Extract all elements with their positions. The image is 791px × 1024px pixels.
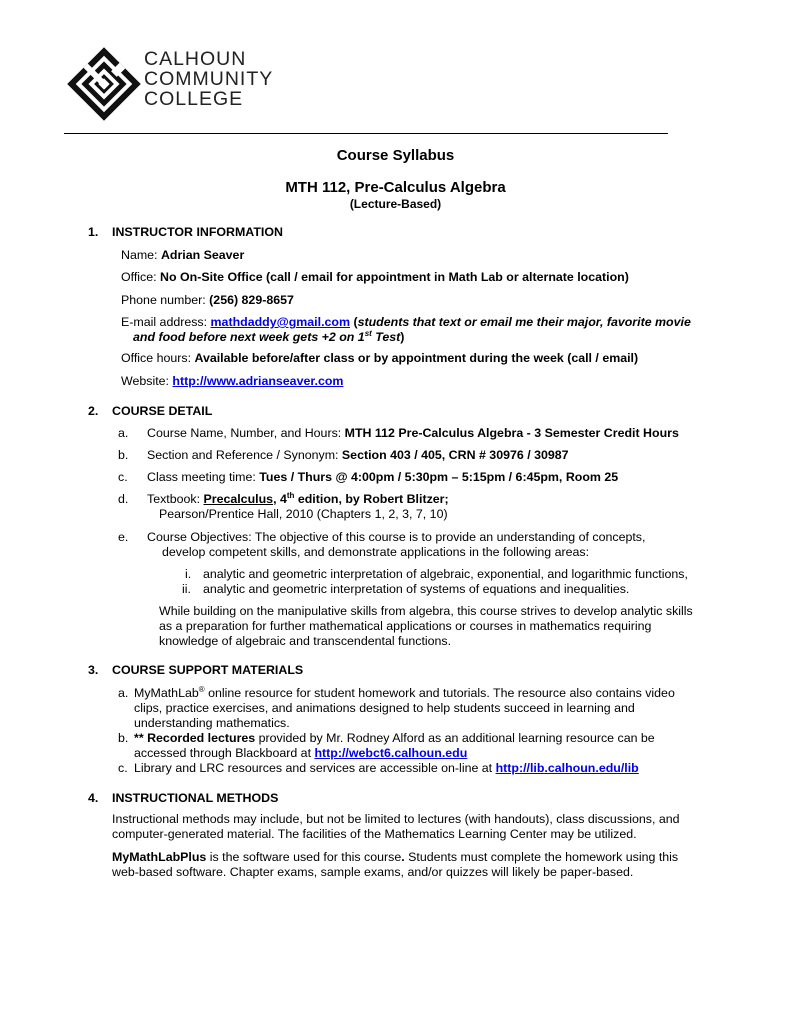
software-paragraph-line-1: MyMathLabPlus is the software used for this course. Students must complete the homework using this bbox=[112, 850, 679, 864]
calhoun-logo-mark-icon bbox=[64, 44, 144, 124]
section-2-number: 2. bbox=[88, 404, 99, 418]
methods-paragraph-line-2: computer-generated material. The facilities of the Mathematics Learning Center may be utilized. bbox=[112, 827, 637, 841]
objective-ii: analytic and geometric interpretation of systems of equations and inequalities. bbox=[203, 582, 630, 596]
objective-i: analytic and geometric interpretation of algebraic, exponential, and logarithmic functions, bbox=[203, 567, 688, 581]
library-resources: Library and LRC resources and services are accessible on-line at http://lib.calhoun.edu/lib bbox=[134, 761, 639, 775]
email-link[interactable]: mathdaddy@gmail.com bbox=[210, 315, 350, 329]
support-marker-b: b. bbox=[118, 731, 129, 745]
website-link[interactable]: http://www.adrianseaver.com bbox=[172, 374, 344, 388]
logo-line-2: COMMUNITY bbox=[144, 68, 274, 90]
support-marker-a: a. bbox=[118, 686, 129, 700]
course-subtitle: (Lecture-Based) bbox=[349, 197, 442, 211]
objectives-paragraph-line-2: as a preparation for further mathematical applications or courses in mathematics requiring bbox=[159, 619, 652, 633]
section-2-heading: COURSE DETAIL bbox=[112, 404, 213, 418]
blackboard-link[interactable]: http://webct6.calhoun.edu bbox=[314, 746, 468, 760]
instructor-office: Office: No On-Site Office (call / email for appointment in Math Lab or alternate location) bbox=[121, 270, 629, 284]
textbook-publisher: Pearson/Prentice Hall, 2010 (Chapters 1, 2, 3, 7, 10) bbox=[159, 507, 448, 521]
instructor-phone: Phone number: (256) 829-8657 bbox=[121, 293, 294, 307]
software-paragraph-line-2: web-based software. Chapter exams, sample exams, and/or quizzes will likely be paper-based. bbox=[112, 865, 634, 879]
instructor-website: Website: http://www.adrianseaver.com bbox=[121, 374, 344, 388]
section-reference: Section and Reference / Synonym: Section 403 / 405, CRN # 30976 / 30987 bbox=[147, 448, 569, 462]
instructor-email: E-mail address: mathdaddy@gmail.com (students that text or email me their major, favorite movie bbox=[121, 315, 691, 329]
support-marker-c: c. bbox=[118, 761, 128, 775]
office-hours: Office hours: Available before/after class or by appointment during the week (call / email) bbox=[121, 351, 639, 365]
section-1-number: 1. bbox=[88, 225, 99, 239]
course-name-hours: Course Name, Number, and Hours: MTH 112 Pre-Calculus Algebra - 3 Semester Credit Hours bbox=[147, 426, 679, 440]
textbook: Textbook: Precalculus, 4th edition, by Robert Blitzer; bbox=[147, 490, 449, 506]
list-marker-d: d. bbox=[118, 492, 129, 506]
header-divider bbox=[64, 133, 668, 134]
section-3-heading: COURSE SUPPORT MATERIALS bbox=[112, 663, 304, 677]
mymathlab-line-1: MyMathLab® online resource for student homework and tutorials. The resource also contains video bbox=[134, 684, 675, 700]
list-marker-a: a. bbox=[118, 426, 129, 440]
list-marker-c: c. bbox=[118, 470, 128, 484]
list-marker-b: b. bbox=[118, 448, 129, 462]
objectives-paragraph-line-3: knowledge of algebraic and transcendental functions. bbox=[159, 634, 452, 648]
roman-marker-ii: ii. bbox=[182, 582, 191, 596]
methods-paragraph-line-1: Instructional methods may include, but not be limited to lectures (with handouts), class discussions, and bbox=[112, 812, 680, 826]
mymathlab-line-3: understanding mathematics. bbox=[134, 716, 290, 730]
section-1-heading: INSTRUCTOR INFORMATION bbox=[112, 225, 283, 239]
logo-line-3: COLLEGE bbox=[144, 88, 244, 110]
library-link[interactable]: http://lib.calhoun.edu/lib bbox=[495, 761, 639, 775]
section-4-heading: INSTRUCTIONAL METHODS bbox=[112, 791, 279, 805]
college-logo bbox=[64, 44, 324, 124]
course-title: MTH 112, Pre-Calculus Algebra bbox=[285, 179, 506, 196]
mymathlab-line-2: clips, practice exercises, and animations designed to help students succeed in learning and bbox=[134, 701, 635, 715]
class-meeting-time: Class meeting time: Tues / Thurs @ 4:00pm / 5:30pm – 5:15pm / 6:45pm, Room 25 bbox=[147, 470, 619, 484]
objectives-paragraph-line-1: While building on the manipulative skills from algebra, this course strives to develop analytic skills bbox=[159, 604, 693, 618]
section-3-number: 3. bbox=[88, 663, 99, 677]
course-objectives-line-1: Course Objectives: The objective of this course is to provide an understanding of concepts, bbox=[147, 530, 646, 544]
section-4-number: 4. bbox=[88, 791, 99, 805]
page-title: Course Syllabus bbox=[336, 147, 455, 164]
logo-line-1: CALHOUN bbox=[144, 48, 247, 70]
email-note-line-2: and food before next week gets +2 on 1st Test) bbox=[133, 328, 405, 344]
course-objectives-line-2: develop competent skills, and demonstrate applications in the following areas: bbox=[162, 545, 590, 559]
recorded-lectures-line-2: accessed through Blackboard at http://webct6.calhoun.edu bbox=[134, 746, 468, 760]
list-marker-e: e. bbox=[118, 530, 129, 544]
recorded-lectures-line-1: ** Recorded lectures provided by Mr. Rodney Alford as an additional learning resource can be bbox=[134, 731, 655, 745]
instructor-name: Name: Adrian Seaver bbox=[121, 248, 245, 262]
roman-marker-i: i. bbox=[185, 567, 192, 581]
